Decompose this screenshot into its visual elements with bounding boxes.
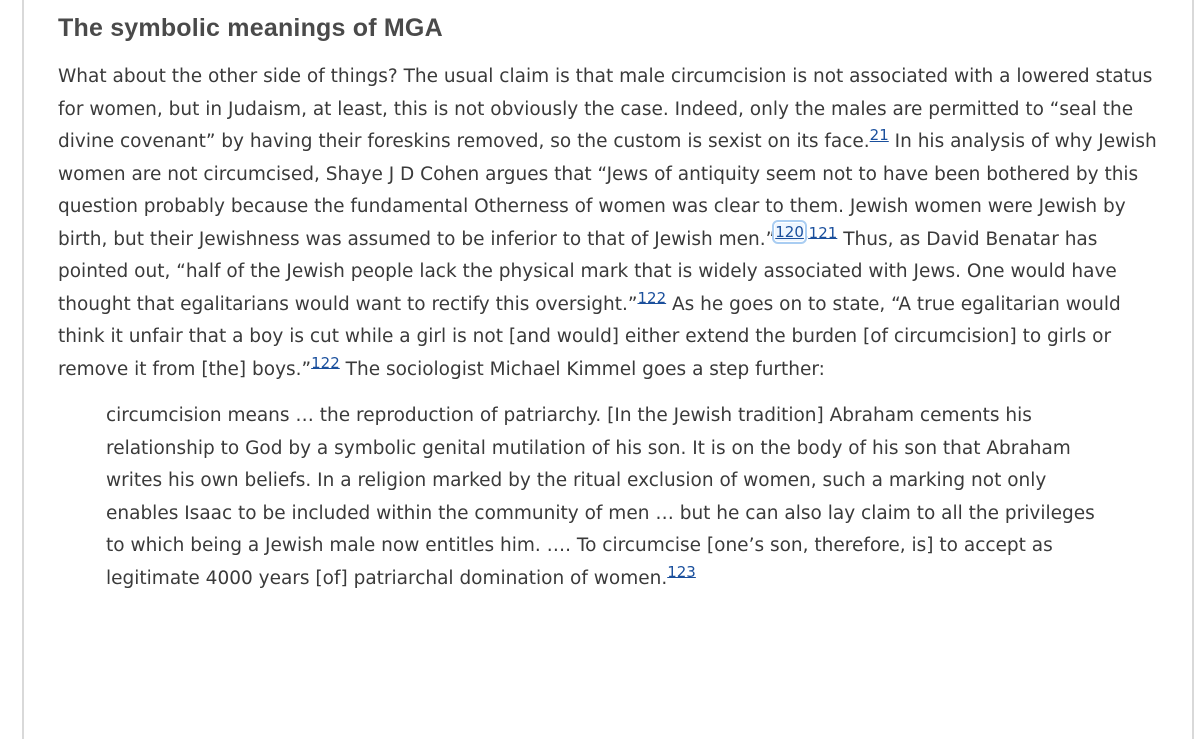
- quote-text: circumcision means … the reproduction of patriarchy. [In the Jewish tradition] Abraham cements his relationship to God by a symbolic genital mutilation of his son. It is on the body of his son that Abraham writes his own beliefs. In a religion marked by the ritual exclusion of women, such a marking not only enables Isaac to be included within the community of men … but he can also lay claim to all the privileges to which being a Jewish male now entitles him. …. To circumcise [one’s son, therefore, is] to accept as legitimate 4000 years [of] patriarchal domination of women.: [106, 405, 1095, 589]
- paragraph-text: As he goes on to state, “A true egalitarian would think it unfair that a boy is cut while a girl is not [and would] either extend the burden [of circumcision] to girls or remove it from [the] boys.”: [58, 293, 1121, 380]
- footnote-ref-122[interactable]: 122: [637, 288, 667, 307]
- footnote-ref-123[interactable]: 123: [667, 562, 696, 581]
- footnote-ref-separator: ,: [803, 223, 809, 242]
- paragraph-text: In his analysis of why Jewish women are not circumcised, Shaye J D Cohen argues that “Jews of antiquity seem not to have been bothered by this question probably because the fundamental Otherness of women was clear to them. Jewish women were Jewish by birth, but their Jewishness was assumed to be inferior to that of Jewish men.”: [58, 131, 1157, 250]
- paragraph-text: Thus, as David Benatar has pointed out, “half of the Jewish people lack the physical mark that is widely associated with Jews. One would have thought that egalitarians would want to rectify this oversight.”: [58, 228, 1117, 315]
- footnote-ref-121[interactable]: 121: [808, 223, 838, 242]
- block-quote: [106, 400, 1106, 595]
- footnote-ref-120[interactable]: 120: [775, 223, 804, 242]
- section-heading: The symbolic meanings of MGA: [58, 14, 443, 42]
- body-paragraph: [58, 61, 1168, 386]
- footnote-ref-21[interactable]: 21: [869, 125, 889, 144]
- footnote-ref-122-second[interactable]: 122: [311, 353, 340, 372]
- article-section: [58, 14, 1168, 595]
- paragraph-text: What about the other side of things? The usual claim is that male circumcision is not associated with a lowered status for women, but in Judaism, at least, this is not obviously the case. Indeed, only the males are permitted to “seal the divine covenant” by having their foreskins removed, so the custom is sexist on its face.: [58, 66, 1153, 152]
- paragraph-text: The sociologist Michael Kimmel goes a step further:: [339, 358, 825, 380]
